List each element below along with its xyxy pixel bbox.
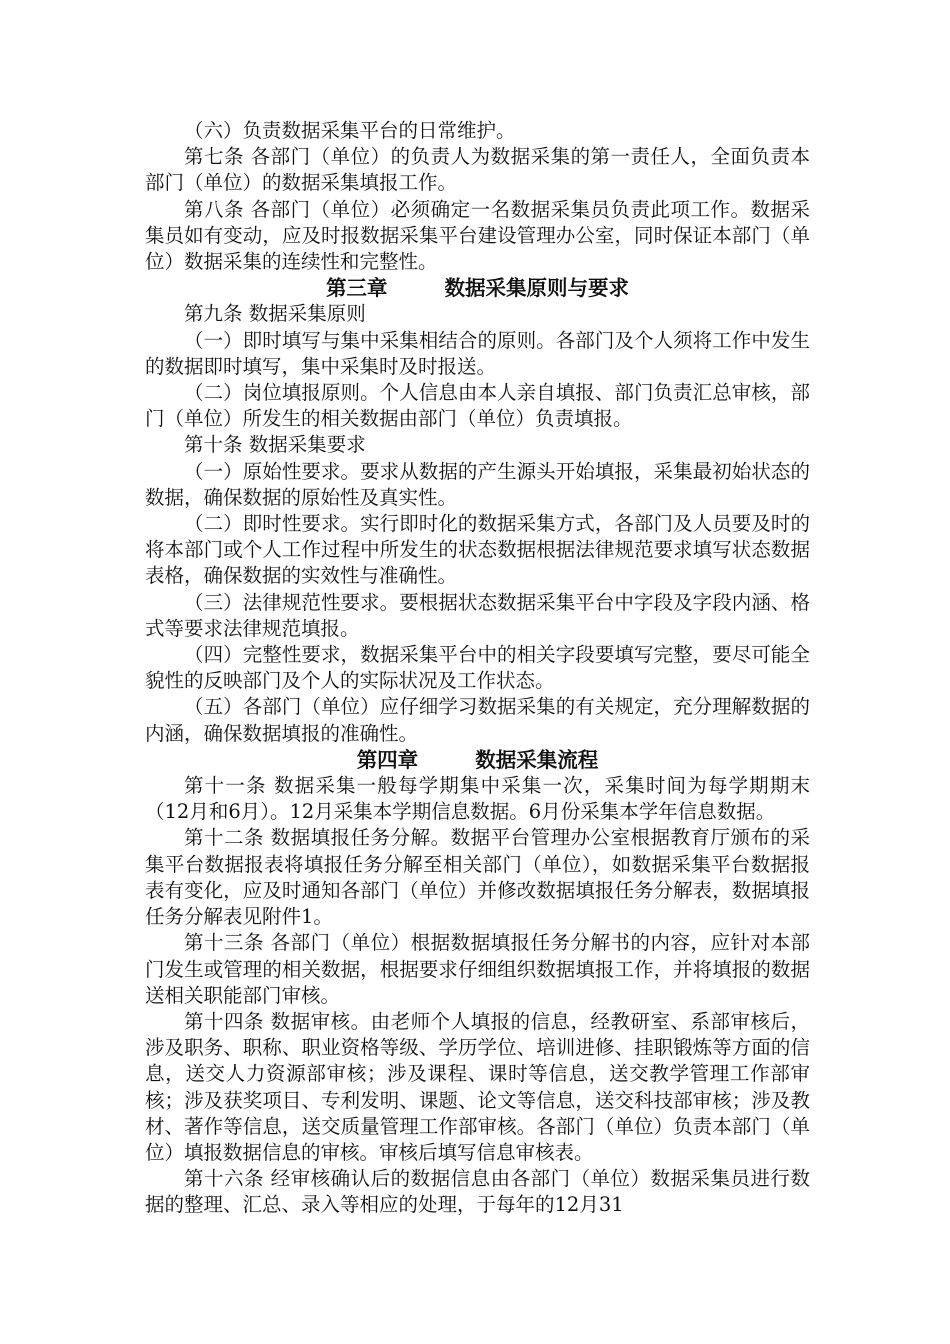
paragraph: （一）即时填写与集中采集相结合的原则。各部门及个人须将工作中发生的数据即时填写，集中采集时及时报送。 <box>145 328 810 378</box>
paragraph: （五）各部门（单位）应仔细学习数据采集的有关规定，充分理解数据的内涵，确保数据填报的准确性。 <box>145 695 810 745</box>
paragraph: 第九条 数据采集原则 <box>184 302 366 326</box>
paragraph: 第八条 各部门（单位）必须确定一名数据采集员负责此项工作。数据采集员如有变动，应及时报数据采集平台建设管理办公室，同时保证本部门（单位）数据采集的连续性和完整性。 <box>145 197 810 274</box>
paragraph: （六）负责数据采集平台的日常维护。 <box>184 119 516 142</box>
paragraph: 第十六条 经审核确认后的数据信息由各部门（单位）数据采集员进行数据的整理、汇总、录入等相应的处理，于每年的12月31 <box>145 1167 810 1217</box>
paragraph: （四）完整性要求，数据采集平台中的相关字段要填写完整，要尽可能全貌性的反映部门及个人的实际状况及工作状态。 <box>145 643 810 693</box>
paragraph: 第十三条 各部门（单位）根据数据填报任务分解书的内容，应针对本部门发生或管理的相关数据，根据要求仔细组织数据填报工作，并将填报的数据送相关职能部门审核。 <box>145 931 810 1007</box>
paragraph: 第十四条 数据审核。由老师个人填报的信息，经教研室、系部审核后，涉及职务、职称、职业资格等级、学历学位、培训进修、挂职锻炼等方面的信息，送交人力资源部审核；涉及课程、课时等信息，送交教学管理工作部审核；涉及获奖项目、专利发明、课题、论文等信息，送交科技部审核；涉及教材、著作等信息，送交质量管理工作部审核。各部门（单位）负责本部门（单位）填报数据信息的审核。审核后填写信息审核表。 <box>145 1009 810 1164</box>
paragraph: 第十条 数据采集要求 <box>184 433 366 457</box>
paragraph: 第十一条 数据采集一般每学期集中采集一次，采集时间为每学期期末（12月和6月）。12月采集本学期信息数据。6月份采集本学年信息数据。 <box>145 774 810 824</box>
paragraph: （二）即时性要求。实行即时化的数据采集方式，各部门及人员要及时的将本部门或个人工作过程中所发生的状态数据根据法律规范要求填写状态数据表格，确保数据的实效性与准确性。 <box>145 512 810 588</box>
paragraph: 第七条 各部门（单位）的负责人为数据采集的第一责任人，全面负责本部门（单位）的数据采集填报工作。 <box>145 145 810 195</box>
paragraph: 第十二条 数据填报任务分解。数据平台管理办公室根据教育厅颁布的采集平台数据报表将填报任务分解至相关部门（单位），如数据采集平台数据报表有变化，应及时通知各部门（单位）并修改数据填报任务分解表，数据填报任务分解表见附件1。 <box>145 826 810 929</box>
chapter-heading: 第四章 数据采集流程 <box>356 747 599 772</box>
paragraph: （一）原始性要求。要求从数据的产生源头开始填报，采集最初始状态的数据，确保数据的原始性及真实性。 <box>145 459 810 509</box>
chapter-heading: 第三章 数据采集原则与要求 <box>325 276 630 301</box>
document-page <box>145 118 810 1219</box>
paragraph: （二）岗位填报原则。个人信息由本人亲自填报、部门负责汇总审核，部门（单位）所发生的相关数据由部门（单位）负责填报。 <box>145 381 810 431</box>
paragraph: （三）法律规范性要求。要根据状态数据采集平台中字段及字段内涵、格式等要求法律规范填报。 <box>145 590 810 640</box>
